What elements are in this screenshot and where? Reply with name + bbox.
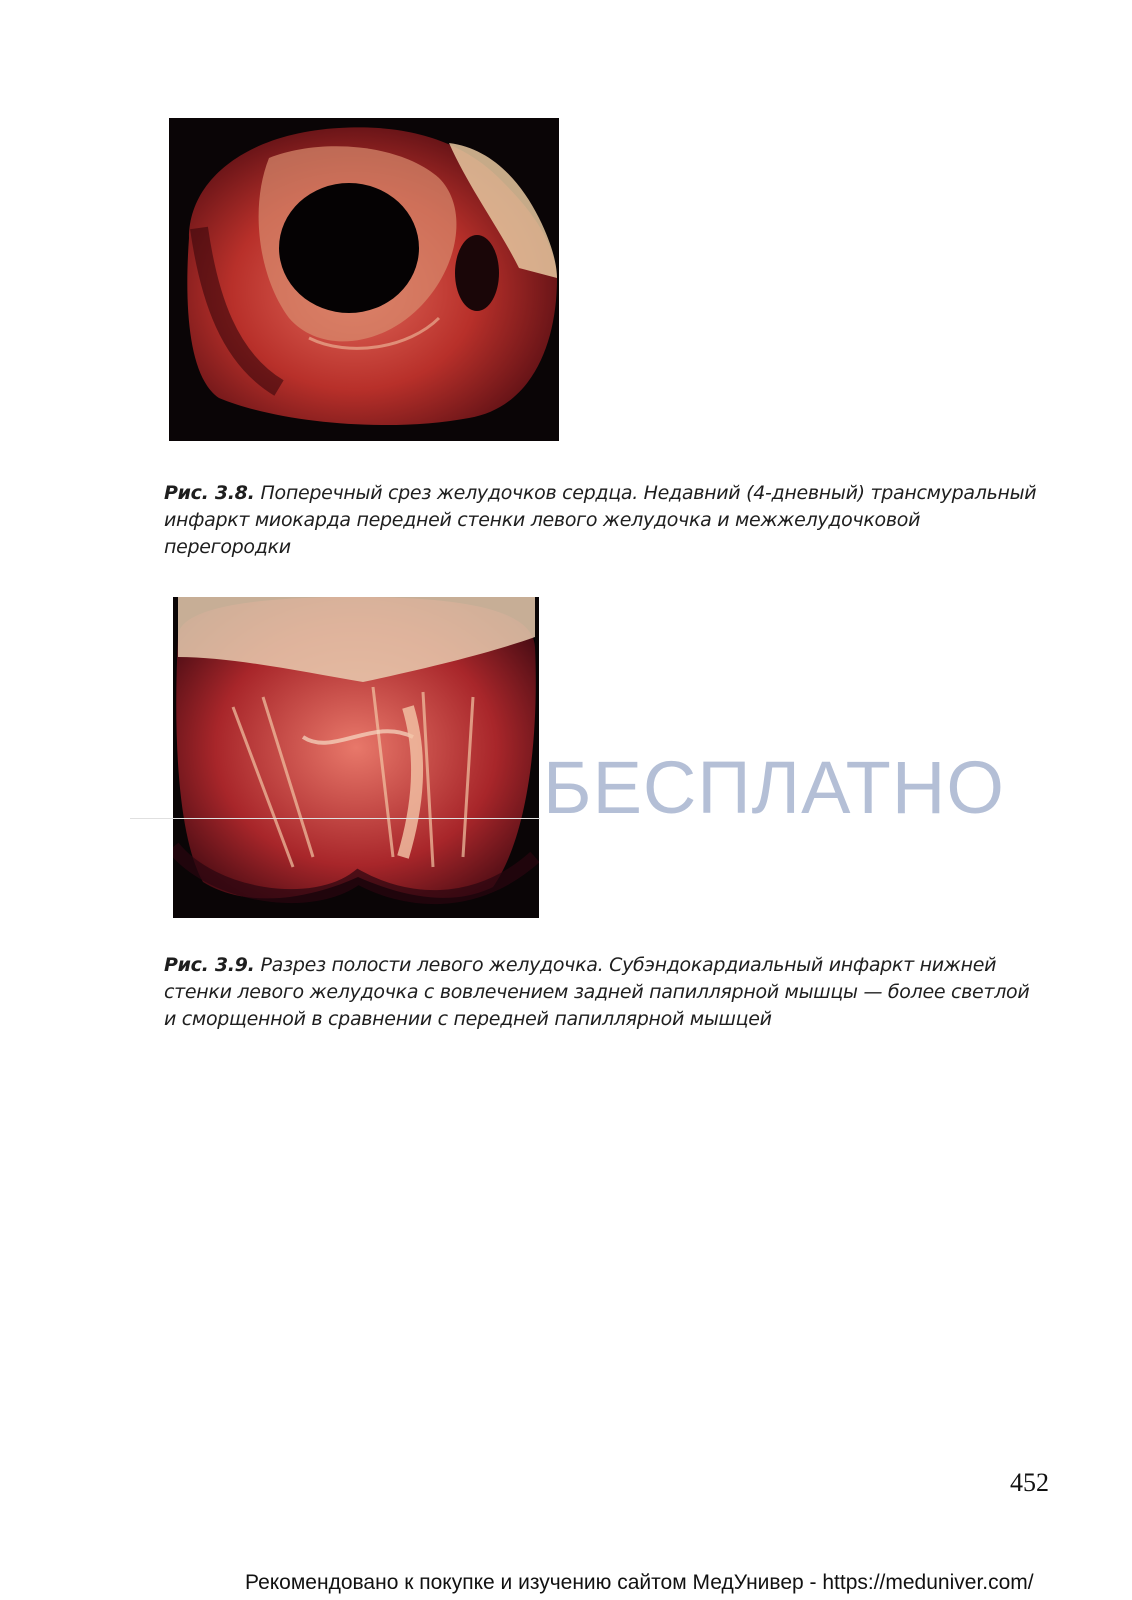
footer-note: Рекомендовано к покупке и изучению сайтом МедУнивер - https://meduniver.com/ [245, 1571, 1034, 1594]
figure-3-8-caption [164, 480, 1044, 561]
figure-3-8-photo [169, 118, 559, 441]
figure-3-9-text: Разрез полости левого желудочка. Субэндокардиальный инфаркт нижней стенки левого желудочка с вовлечением задней папиллярной мышцы — более светлой и сморщенной в сравнении с передней папиллярной мышцей [164, 954, 1030, 1030]
watermark-line [130, 818, 540, 819]
left-ventricle-section-image [173, 597, 539, 918]
figure-3-8-text: Поперечный срез желудочков сердца. Недавний (4-дневный) трансмуральный инфаркт миокарда передней стенки левого желудочка и межжелудочковой перегородки [164, 482, 1037, 558]
figure-3-9-caption [164, 952, 1044, 1033]
figure-3-8-label: Рис. 3.8. [164, 482, 255, 504]
heart-cross-section-image [169, 118, 559, 441]
figure-3-9-label: Рис. 3.9. [164, 954, 255, 976]
figure-3-9-photo [173, 597, 539, 918]
page-number: 452 [1010, 1468, 1049, 1497]
watermark: БЕСПЛАТНО [543, 746, 1005, 829]
